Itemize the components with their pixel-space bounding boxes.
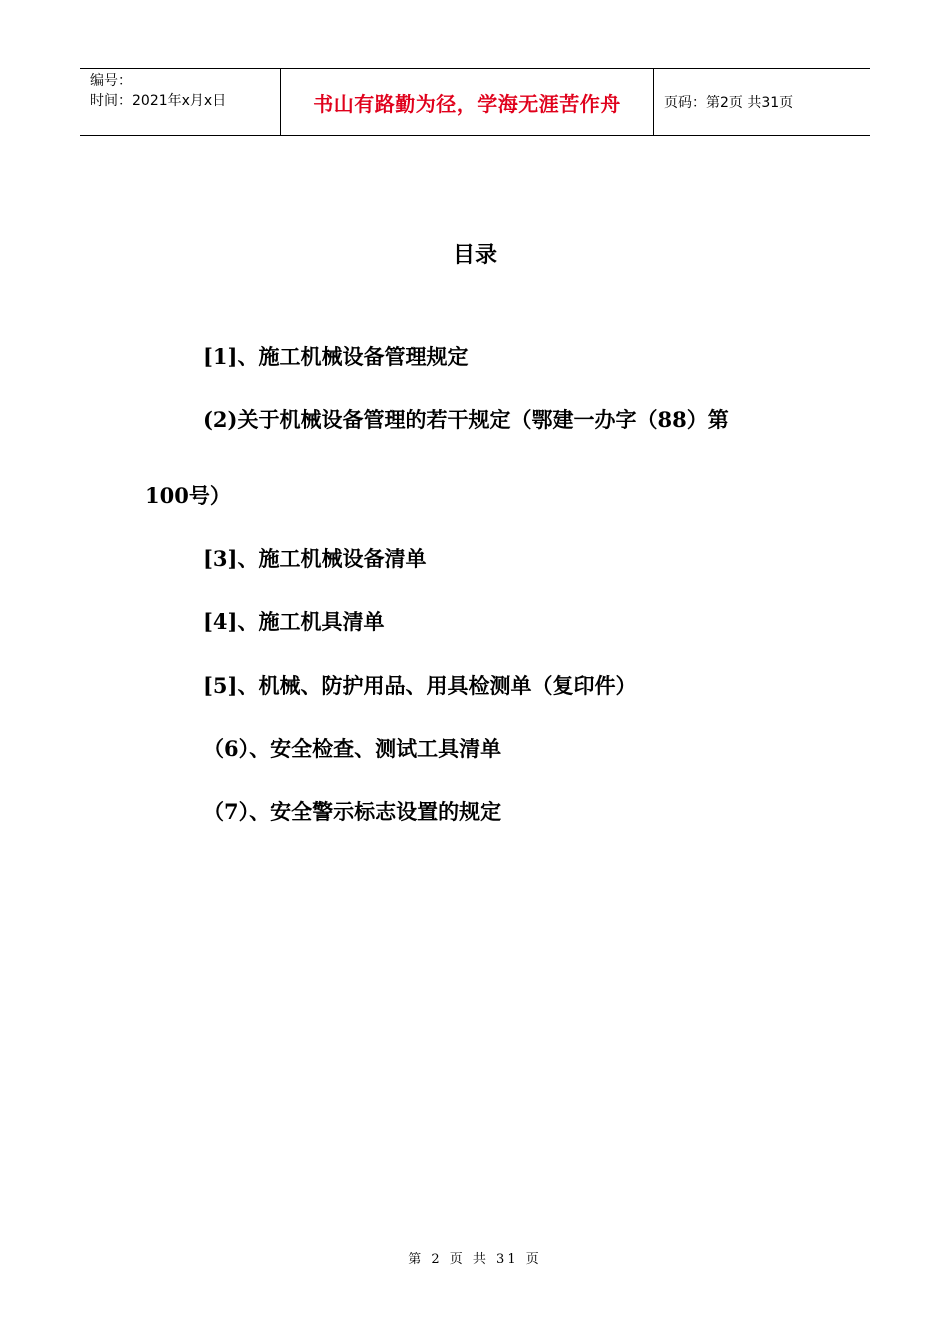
page-header (80, 68, 870, 136)
toc-item-5: [5]、机械、防护用品、用具检测单（复印件） (203, 673, 637, 698)
toc-item-2: (2)关于机械设备管理的若干规定（鄂建一办字（88）第 (203, 407, 729, 432)
toc-title: 目录 (452, 242, 497, 268)
page-footer: 第 2 页 共 31 页 (408, 1252, 542, 1267)
header-number-label: 编号： (90, 73, 132, 89)
header-motto: 书山有路勤为径，学海无涯苦作舟 (313, 91, 621, 116)
toc-item-7: （7）、安全警示标志设置的规定 (203, 799, 502, 824)
toc-item-3: [3]、施工机械设备清单 (203, 546, 427, 571)
header-motto-cell (281, 69, 654, 135)
header-page-info: 页码：第2页 共31页 (664, 95, 794, 111)
toc-item-4: [4]、施工机具清单 (203, 609, 385, 634)
header-meta-cell (80, 69, 281, 135)
toc-item-2-continued: 100号） (145, 483, 231, 508)
toc-item-1: [1]、施工机械设备管理规定 (203, 344, 469, 369)
header-page-cell (654, 69, 870, 135)
header-time-label: 时间：2021年x月x日 (90, 93, 227, 109)
toc-item-6: （6）、安全检查、测试工具清单 (203, 736, 502, 761)
